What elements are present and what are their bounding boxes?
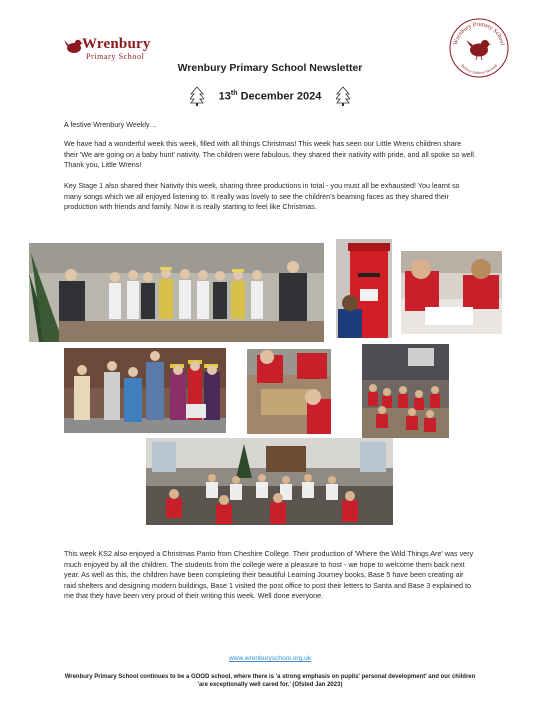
crest-ring-top: Wrenbury Primary School [453,21,505,46]
school-website-link[interactable]: www.wrenburyschool.org.uk [228,655,312,662]
christmas-tree-icon [336,86,350,106]
paragraph-ks2: This week KS2 also enjoyed a Christmas Panto from Cheshire College. Their production of 'Where the Wild Things Are' was very much enjoyed by all the children. The students from the college were a pleasure to host - we hope to welcome them back next year. As well as this, the children have been completing their beautiful Learning Journey books, Base 5 have been creating air raid shelters and designing modern buildings, Base 1 visited the post office to post their letters to Santa and Base 3 explained to me that they have been very proud of their writing this week. Well done everyone. [64,549,474,601]
intro-line: A festive Wrenbury Weekly… [64,120,157,129]
panto-hall-photo [146,438,393,525]
christmas-tree-icon [190,86,204,106]
paragraph-little-wrens: We have had a wonderful week this week, filled with all things Christmas! This week has seen our Little Wrens children share their 'We are going on a baby hunt' nativity. The children were fabulous, they shared their nativity with pride, and all spoke so well. Thank you, Little Wrens! [64,139,476,170]
nativity-stage-photo [29,243,324,342]
paragraph-key-stage-1: Key Stage 1 also shared their Nativity this week, sharing three productions in total - you must all be exhausted! You learnt so many songs which we all enjoyed listening to. It really was lovely to see the children's beaming faces as they shared their production with friends and family. Now it is really starting to feel like Christmas. [64,181,460,212]
crest-ring-bottom: Believe Achieve Succeed [460,62,498,76]
date-row [0,86,540,106]
date-day: 13 [218,90,231,103]
school-logo [64,36,164,62]
newsletter-title: Wrenbury Primary School Newsletter [177,62,363,74]
newsletter-date [219,90,322,103]
wren-bird-icon [64,36,84,56]
craft-table-photo [401,251,502,334]
ofsted-footer: Wrenbury Primary School continues to be a GOOD school, where there is 'a strong emphasis on pupils' personal development' and our children 'are exceptionally well cared for.' (Ofsted Jan 2023) [64,674,476,689]
logo-subtitle: Primary School [86,52,145,61]
date-suffix: th [230,89,238,97]
nativity-costumes-photo [64,348,226,433]
hall-audience-photo [362,344,449,438]
logo-name: Wrenbury [82,36,151,52]
date-month-year: December 2024 [240,90,322,103]
making-photo [247,349,331,434]
postbox-photo [336,239,392,338]
